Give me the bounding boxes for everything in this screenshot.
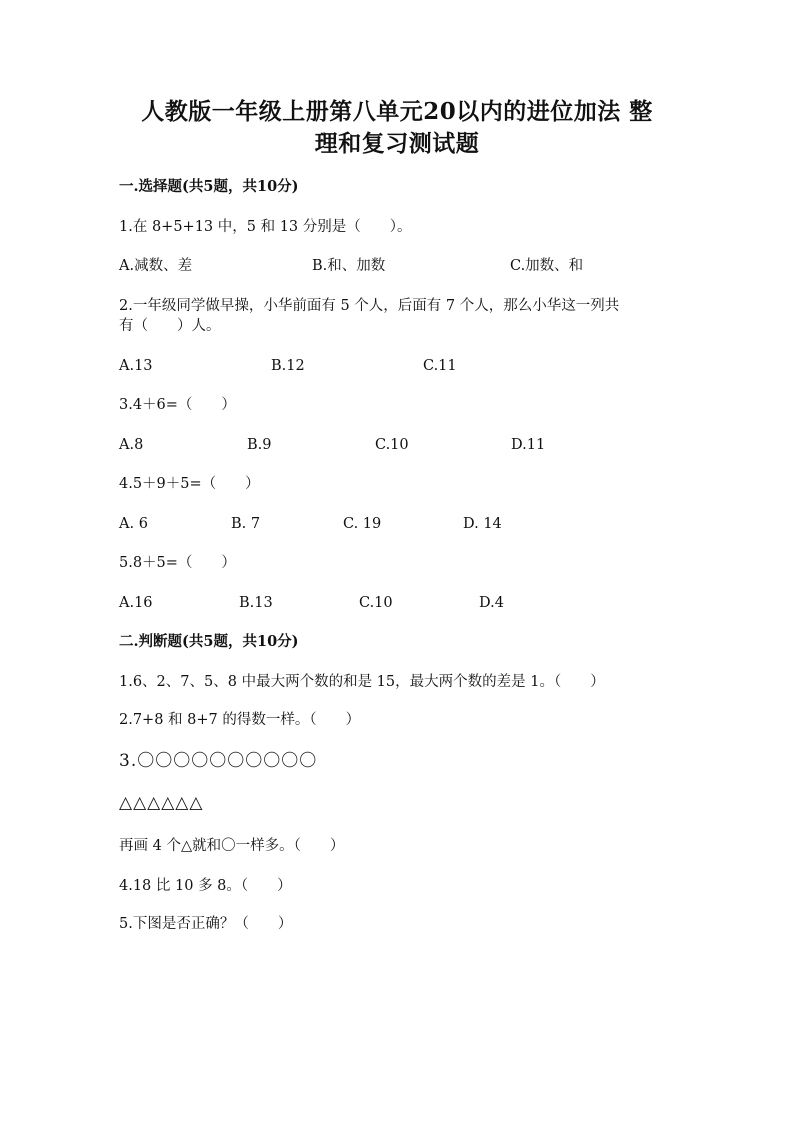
question-4-option-a: A. 6 <box>119 516 148 532</box>
question-1-stem: 1.在 8+5+13 中，5 和 13 分别是（ ）。 <box>119 219 412 235</box>
question-5-option-d: D.4 <box>479 595 504 611</box>
question-5-stem: 5.8＋5=（ ） <box>119 555 236 571</box>
question-4-option-b: B. 7 <box>231 516 261 532</box>
question-1-option-c: C.加数、和 <box>510 258 584 274</box>
question-4-stem: 4.5＋9＋5=（ ） <box>119 476 260 492</box>
question-2-stem-line1: 2.一年级同学做早操，小华前面有 5 个人，后面有 7 个人，那么小华这一列共 <box>119 298 620 314</box>
question-1-option-b: B.和、加数 <box>312 258 386 274</box>
question-4-option-c: C. 19 <box>343 516 382 532</box>
judgment-4: 4.18 比 10 多 8。（ ） <box>119 878 292 894</box>
question-5-option-c: C.10 <box>359 595 393 611</box>
question-1-option-a: A.减数、差 <box>119 258 193 274</box>
question-4-option-d: D. 14 <box>463 516 502 532</box>
section-choice-heading: 一.选择题(共5题，共10分) <box>119 178 299 195</box>
question-2-stem-line2: 有（ ）人。 <box>119 318 221 334</box>
question-2-option-a: A.13 <box>119 358 153 374</box>
page-title-line1: 人教版一年级上册第八单元20以内的进位加法 整 <box>141 98 653 125</box>
page-title-line2: 理和复习测试题 <box>314 130 480 157</box>
question-3-option-a: A.8 <box>119 437 144 453</box>
question-3-option-d: D.11 <box>511 437 546 453</box>
judgment-3-stem: 再画 4 个△就和〇一样多。（ ） <box>119 838 345 854</box>
question-2-option-b: B.12 <box>271 358 305 374</box>
judgment-3-circles: 3.〇〇〇〇〇〇〇〇〇〇 <box>119 751 318 771</box>
section-judgment-heading: 二.判断题(共5题，共10分) <box>119 633 299 650</box>
question-3-stem: 3.4＋6=（ ） <box>119 397 236 413</box>
question-5-option-b: B.13 <box>239 595 273 611</box>
question-3-option-b: B.9 <box>247 437 272 453</box>
judgment-1: 1.6、2、7、5、8 中最大两个数的和是 15，最大两个数的差是 1。（ ） <box>119 674 605 690</box>
judgment-5: 5.下图是否正确？（ ） <box>119 916 293 932</box>
judgment-2: 2.7+8 和 8+7 的得数一样。（ ） <box>119 712 361 728</box>
judgment-3-triangles: △△△△△△ <box>119 793 204 813</box>
question-2-option-c: C.11 <box>423 358 457 374</box>
question-5-option-a: A.16 <box>119 595 153 611</box>
question-3-option-c: C.10 <box>375 437 409 453</box>
